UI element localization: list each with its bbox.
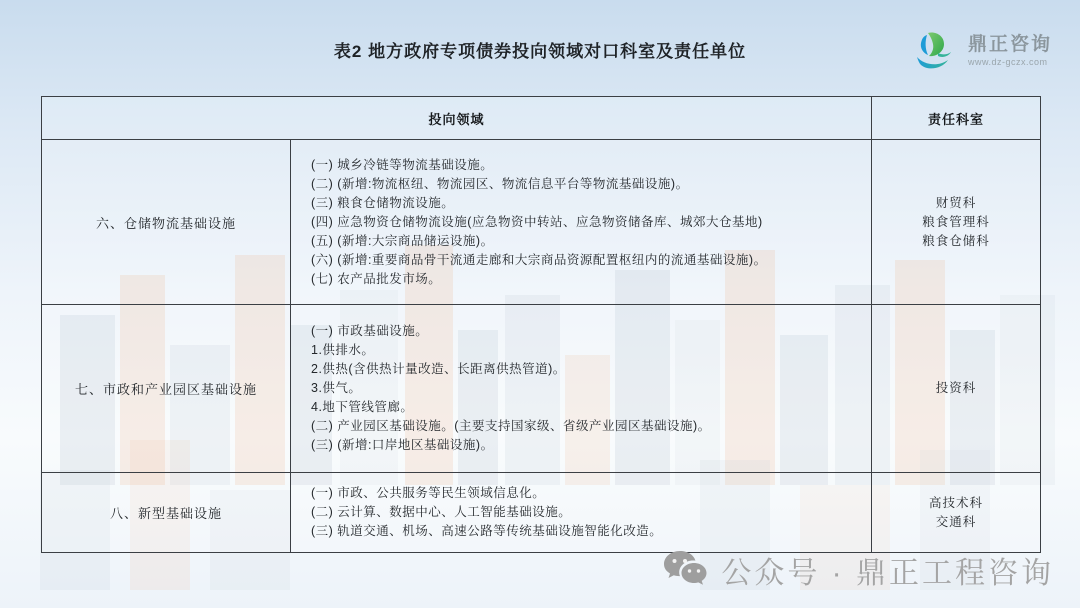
logo-text-block <box>968 35 1052 68</box>
header-responsible-office: 责任科室 <box>872 97 1041 140</box>
office-name: 财贸科 <box>935 195 977 210</box>
logo-company-name: 鼎正咨询 <box>967 33 1052 55</box>
footer-watermark-text: 公众号 · 鼎正工程咨询 <box>721 557 1054 590</box>
item-line: (四) 应急物资仓储物流设施(应急物资中转站、应急物资储备库、城郊大仓基地) <box>311 214 763 229</box>
table-row <box>42 473 1041 553</box>
office-name: 交通科 <box>935 514 977 529</box>
item-line: 2.供热(含供热计量改造、长距离供热管道)。 <box>311 362 566 376</box>
item-line: (五) (新增:大宗商品储运设施)。 <box>311 233 494 248</box>
office-name: 粮食仓储科 <box>922 233 990 248</box>
table-row <box>42 305 1041 473</box>
table-header-row <box>42 97 1041 140</box>
page-title: 表2 地方政府专项债券投向领域对口科室及责任单位 <box>333 42 747 61</box>
category-cell: 七、市政和产业园区基础设施 <box>42 305 291 473</box>
office-name: 高技术科 <box>929 495 984 510</box>
item-line: (一) 市政、公共服务等民生领域信息化。 <box>311 486 546 500</box>
wechat-icon <box>663 549 709 591</box>
item-line: (三) 轨道交通、机场、高速公路等传统基础设施智能化改造。 <box>311 524 663 538</box>
item-line: (二) 云计算、数据中心、人工智能基础设施。 <box>311 505 572 519</box>
office-name: 粮食管理科 <box>922 214 990 229</box>
item-line: 3.供气。 <box>311 381 362 395</box>
item-line: (二) (新增:物流枢纽、物流园区、物流信息平台等物流基础设施)。 <box>311 176 689 191</box>
offices-cell <box>872 305 1041 473</box>
item-line: 1.供排水。 <box>311 343 375 357</box>
items-cell <box>291 473 872 553</box>
items-cell <box>291 140 872 305</box>
items-cell <box>291 305 872 473</box>
footer-watermark <box>663 548 1054 592</box>
item-line: (六) (新增:重要商品骨干流通走廊和大宗商品资源配置枢纽内的流通基础设施)。 <box>311 252 767 267</box>
company-logo <box>914 27 1052 75</box>
item-line: (三) 粮食仓储物流设施。 <box>311 195 455 210</box>
logo-mark-icon <box>914 27 962 75</box>
category-cell: 八、新型基础设施 <box>42 473 291 553</box>
offices-cell <box>872 140 1041 305</box>
office-name: 投资科 <box>935 381 977 395</box>
item-line: (二) 产业园区基础设施。(主要支持国家级、省级产业园区基础设施)。 <box>311 419 711 433</box>
item-line: 4.地下管线管廊。 <box>311 400 414 414</box>
table-row <box>42 140 1041 305</box>
item-line: (七) 农产品批发市场。 <box>311 271 442 286</box>
category-cell: 六、仓储物流基础设施 <box>42 140 291 305</box>
item-line: (一) 城乡冷链等物流基础设施。 <box>311 157 494 172</box>
bond-investment-table <box>41 96 1041 553</box>
item-line: (一) 市政基础设施。 <box>311 324 429 338</box>
offices-cell <box>872 473 1041 553</box>
header-investment-field: 投向领域 <box>42 97 872 140</box>
logo-website-url: www.dz-gczx.com <box>967 56 1048 67</box>
item-line: (三) (新增:口岸地区基础设施)。 <box>311 438 494 452</box>
